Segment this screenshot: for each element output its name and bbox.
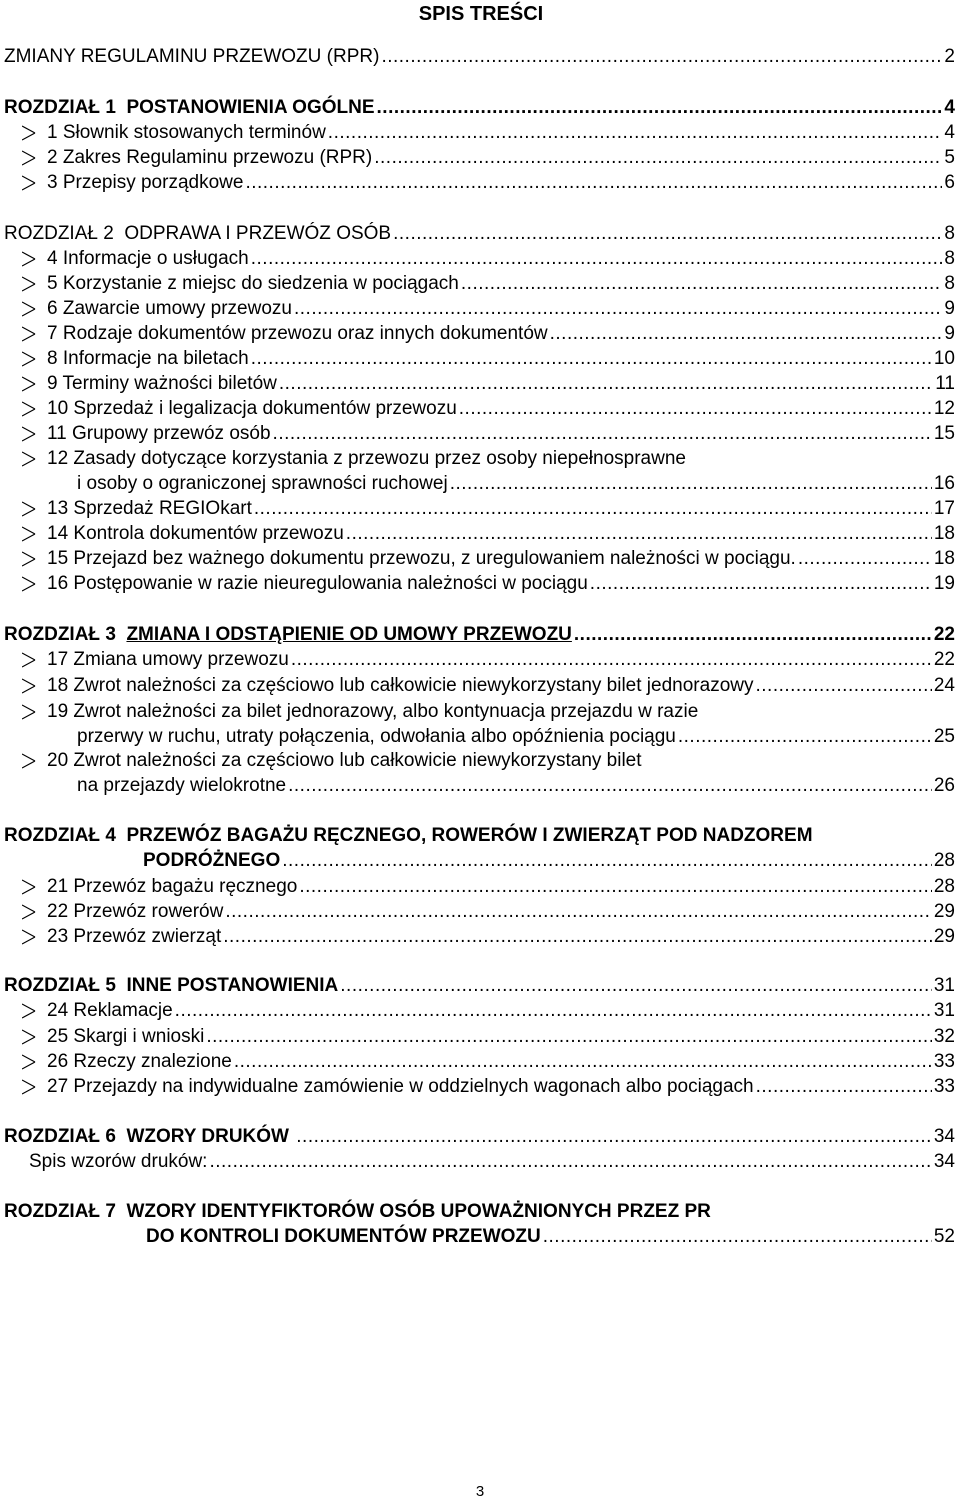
toc-entry-page: 22 xyxy=(933,649,955,670)
toc-entry-page: 29 xyxy=(933,926,955,947)
section-marker-icon xyxy=(22,376,36,392)
toc-entry[interactable] xyxy=(0,346,960,372)
dot-leader xyxy=(756,1074,932,1100)
section-marker-icon xyxy=(22,1054,36,1070)
dot-leader xyxy=(254,496,932,522)
toc-entry-page: 12 xyxy=(933,398,955,419)
toc-entry[interactable] xyxy=(0,44,960,70)
section-marker-icon xyxy=(22,351,36,367)
dot-leader xyxy=(251,246,943,272)
page-title: SPIS TREŚCI xyxy=(418,3,544,25)
section-marker-icon xyxy=(22,704,36,720)
section-marker-icon xyxy=(22,501,36,517)
dot-leader xyxy=(282,848,932,874)
toc-entry-text: 1 Słownik stosowanych terminów xyxy=(47,122,326,143)
toc-entry-page: 16 xyxy=(933,473,955,494)
toc-entry-text: 9 Terminy ważności biletów xyxy=(47,373,277,394)
toc-entry-page: 15 xyxy=(933,423,955,444)
dot-leader xyxy=(393,221,942,247)
toc-entry-page: 33 xyxy=(933,1076,955,1097)
chapter-title: ODPRAWA I PRZEWÓZ OSÓB xyxy=(124,223,392,244)
toc-entry-first-line[interactable] xyxy=(0,699,960,725)
dot-leader xyxy=(251,346,932,372)
dot-leader xyxy=(755,673,931,699)
toc-entry-text: 7 Rodzaje dokumentów przewozu oraz innych dokumentów xyxy=(47,323,548,344)
toc-entry-text: 11 Grupowy przewóz osób xyxy=(47,423,271,444)
section-marker-icon xyxy=(22,326,36,342)
toc-entry-page: 32 xyxy=(933,1026,955,1047)
toc-entry-first-line[interactable] xyxy=(0,446,960,472)
chapter-title: PRZEWÓZ BAGAŻU RĘCZNEGO, ROWERÓW I ZWIERZĄT POD NADZOREM xyxy=(126,825,813,846)
toc-entry-page: 9 xyxy=(944,298,955,319)
toc-entry-continuation[interactable] xyxy=(0,724,960,750)
section-marker-icon xyxy=(22,1029,36,1045)
toc-entry-text-continued: przerwy w ruchu, utraty połączenia, odwołania albo opóźnienia pociągu xyxy=(77,726,676,747)
toc-chapter[interactable] xyxy=(0,95,960,121)
toc-entry[interactable] xyxy=(0,924,960,950)
section-marker-icon xyxy=(22,451,36,467)
toc-entry-page: 26 xyxy=(933,775,955,796)
toc-entry-continuation[interactable] xyxy=(0,773,960,799)
dot-leader xyxy=(175,998,932,1024)
dot-leader xyxy=(299,874,932,900)
dot-leader xyxy=(459,396,932,422)
dot-leader xyxy=(461,271,943,297)
toc-entry[interactable] xyxy=(0,899,960,925)
toc-entry-page: 33 xyxy=(933,1051,955,1072)
toc-entry[interactable] xyxy=(0,396,960,422)
toc-entry-text: Spis wzorów druków: xyxy=(29,1151,208,1172)
dot-leader xyxy=(346,521,932,547)
toc-entry-page: 2 xyxy=(944,46,955,67)
toc-entry[interactable] xyxy=(0,120,960,146)
toc-chapter[interactable] xyxy=(0,221,960,247)
section-marker-icon xyxy=(22,150,36,166)
section-marker-icon xyxy=(22,1079,36,1095)
section-marker-icon xyxy=(22,301,36,317)
toc-entry[interactable] xyxy=(0,421,960,447)
toc-entry-page: 29 xyxy=(933,901,955,922)
section-marker-icon xyxy=(22,276,36,292)
toc-entry-text: 6 Zawarcie umowy przewozu xyxy=(47,298,292,319)
dot-leader xyxy=(245,170,942,196)
chapter-label: ROZDZIAŁ 7 xyxy=(4,1201,116,1222)
toc-entry-text: 27 Przejazdy na indywidualne zamówienie w oddzielnych wagonach albo pociągach xyxy=(47,1076,754,1097)
section-marker-icon xyxy=(22,929,36,945)
dot-leader xyxy=(206,1024,932,1050)
chapter-title-continued: DO KONTROLI DOKUMENTÓW PRZEWOZU xyxy=(146,1226,541,1247)
toc-entry-continuation[interactable] xyxy=(0,471,960,497)
toc-chapter-continuation[interactable] xyxy=(0,1224,960,1250)
section-marker-icon xyxy=(22,175,36,191)
toc-entry-text: 24 Reklamacje xyxy=(47,1000,173,1021)
toc-entry-page: 10 xyxy=(933,348,955,369)
section-marker-icon xyxy=(22,652,36,668)
toc-entry-text: 8 Informacje na biletach xyxy=(47,348,249,369)
toc-entry-first-line[interactable] xyxy=(0,748,960,774)
dot-leader xyxy=(296,1124,932,1150)
toc-entry[interactable] xyxy=(0,246,960,272)
section-marker-icon xyxy=(22,753,36,769)
toc-entry-page: 4 xyxy=(944,122,955,143)
toc-chapter-continuation[interactable] xyxy=(0,848,960,874)
chapter-title: WZORY IDENTYFIKTORÓW OSÓB UPOWAŻNIONYCH PRZEZ PR xyxy=(126,1201,711,1222)
toc-entry-page: 25 xyxy=(933,726,955,747)
toc-entry-page: 8 xyxy=(944,273,955,294)
toc-entry-text: 14 Kontrola dokumentów przewozu xyxy=(47,523,344,544)
toc-entry[interactable] xyxy=(0,571,960,597)
toc-chapter[interactable] xyxy=(0,973,960,999)
toc-entry-text: 19 Zwrot należności za bilet jednorazowy, albo kontynuacja przejazdu w razie xyxy=(47,701,699,722)
toc-entry[interactable] xyxy=(0,271,960,297)
toc-entry-text: 25 Skargi i wnioski xyxy=(47,1026,205,1047)
toc-entry-page: 8 xyxy=(944,223,955,244)
toc-entry-text: 22 Przewóz rowerów xyxy=(47,901,224,922)
toc-entry-text: 5 Korzystanie z miejsc do siedzenia w pociągach xyxy=(47,273,459,294)
section-marker-icon xyxy=(22,526,36,542)
toc-entry-text: 16 Postępowanie w razie nieuregulowania należności w pociągu xyxy=(47,573,588,594)
dot-leader xyxy=(340,973,932,999)
toc-entry-page: 4 xyxy=(944,97,955,118)
toc-chapter-first-line[interactable] xyxy=(0,1199,960,1225)
section-marker-icon xyxy=(22,879,36,895)
toc-entry-page: 31 xyxy=(933,1000,955,1021)
dot-leader xyxy=(209,1149,931,1175)
toc-entry-text: 21 Przewóz bagażu ręcznego xyxy=(47,876,298,897)
chapter-label: ROZDZIAŁ 6 xyxy=(4,1126,116,1147)
dot-leader xyxy=(234,1049,932,1075)
toc-entry[interactable] xyxy=(0,371,960,397)
dot-leader xyxy=(574,622,932,648)
toc-chapter[interactable] xyxy=(0,622,960,648)
toc-entry[interactable] xyxy=(0,170,960,196)
dot-leader xyxy=(273,421,932,447)
section-marker-icon xyxy=(22,125,36,141)
toc-entry[interactable] xyxy=(0,1024,960,1050)
dot-leader xyxy=(223,924,932,950)
dot-leader xyxy=(279,371,933,397)
toc-entry[interactable] xyxy=(0,1049,960,1075)
toc-entry-page: 28 xyxy=(933,850,955,871)
toc-entry-page: 6 xyxy=(944,172,955,193)
toc-entry[interactable] xyxy=(0,296,960,322)
dot-leader xyxy=(543,1224,932,1250)
toc-entry-page: 34 xyxy=(933,1126,955,1147)
section-marker-icon xyxy=(22,678,36,694)
toc-entry-page: 18 xyxy=(933,523,955,544)
chapter-title: ZMIANA I ODSTĄPIENIE OD UMOWY PRZEWOZU xyxy=(126,624,572,645)
toc-entry-text: 17 Zmiana umowy przewozu xyxy=(47,649,289,670)
section-marker-icon xyxy=(22,1003,36,1019)
toc-entry-page: 19 xyxy=(933,573,955,594)
dot-leader xyxy=(798,546,932,572)
toc-entry[interactable] xyxy=(0,673,960,699)
toc-entry-page: 28 xyxy=(933,876,955,897)
section-marker-icon xyxy=(22,576,36,592)
section-marker-icon xyxy=(22,401,36,417)
toc-entry-text: ZMIANY REGULAMINU PRZEWOZU (RPR) xyxy=(4,46,380,67)
chapter-title: WZORY DRUKÓW xyxy=(126,1126,289,1147)
toc-entry-text: 26 Rzeczy znalezione xyxy=(47,1051,232,1072)
toc-entry[interactable] xyxy=(0,1074,960,1100)
toc-entry-text: 23 Przewóz zwierząt xyxy=(47,926,222,947)
chapter-label: ROZDZIAŁ 3 xyxy=(4,624,116,645)
chapter-label: ROZDZIAŁ 2 xyxy=(4,223,114,244)
section-marker-icon xyxy=(22,426,36,442)
toc-entry[interactable] xyxy=(0,546,960,572)
dot-leader xyxy=(294,296,942,322)
dot-leader xyxy=(288,773,932,799)
toc-entry[interactable] xyxy=(0,874,960,900)
dot-leader xyxy=(328,120,943,146)
toc-entry-text: 10 Sprzedaż i legalizacja dokumentów przewozu xyxy=(47,398,457,419)
toc-entry-text: 2 Zakres Regulaminu przewozu (RPR) xyxy=(47,147,373,168)
toc-chapter[interactable] xyxy=(0,1124,960,1150)
dot-leader xyxy=(225,899,932,925)
toc-entry-page: 34 xyxy=(933,1151,955,1172)
toc-entry-page: 31 xyxy=(933,975,955,996)
toc-entry-page: 17 xyxy=(933,498,955,519)
toc-entry-text: 13 Sprzedaż REGIOkart xyxy=(47,498,252,519)
toc-entry-page: 11 xyxy=(935,373,955,394)
toc-entry[interactable] xyxy=(0,521,960,547)
toc-chapter-first-line[interactable] xyxy=(0,823,960,849)
toc-entry-page: 8 xyxy=(944,248,955,269)
toc-entry[interactable] xyxy=(0,647,960,673)
chapter-title: POSTANOWIENIA OGÓLNE xyxy=(126,97,375,118)
toc-entry[interactable] xyxy=(0,1149,960,1175)
toc-entry-text: 18 Zwrot należności za częściowo lub całkowicie niewykorzystany bilet jednorazowy xyxy=(47,675,754,696)
toc-entry-text: 3 Przepisy porządkowe xyxy=(47,172,244,193)
dot-leader xyxy=(678,724,932,750)
dot-leader xyxy=(590,571,932,597)
dot-leader xyxy=(374,145,942,171)
dot-leader xyxy=(377,95,943,121)
dot-leader xyxy=(291,647,932,673)
section-marker-icon xyxy=(22,551,36,567)
chapter-label: ROZDZIAŁ 5 xyxy=(4,975,116,996)
toc-entry-text: 12 Zasady dotyczące korzystania z przewozu przez osoby niepełnosprawne xyxy=(47,448,686,469)
toc-entry-page: 52 xyxy=(933,1226,955,1247)
dot-leader xyxy=(381,44,942,70)
chapter-title-continued: PODRÓŻNEGO xyxy=(143,850,281,871)
toc-entry-text-continued: na przejazdy wielokrotne xyxy=(77,775,287,796)
section-marker-icon xyxy=(22,904,36,920)
toc-entry-page: 24 xyxy=(933,675,955,696)
toc-entry-page: 5 xyxy=(944,147,955,168)
chapter-label: ROZDZIAŁ 1 xyxy=(4,97,116,118)
page-number: 3 xyxy=(475,1483,485,1500)
toc-entry-text: 20 Zwrot należności za częściowo lub całkowicie niewykorzystany bilet xyxy=(47,750,642,771)
toc-entry-page: 22 xyxy=(933,624,955,645)
toc-entry-text-continued: i osoby o ograniczonej sprawności ruchowej xyxy=(77,473,448,494)
chapter-title: INNE POSTANOWIENIA xyxy=(126,975,339,996)
chapter-label: ROZDZIAŁ 4 xyxy=(4,825,116,846)
toc-entry-text: 4 Informacje o usługach xyxy=(47,248,249,269)
toc-entry-text: 15 Przejazd bez ważnego dokumentu przewozu, z uregulowaniem należności w pociągu. xyxy=(47,548,796,569)
toc-entry-page: 18 xyxy=(933,548,955,569)
toc-entry[interactable] xyxy=(0,321,960,347)
dot-leader xyxy=(450,471,932,497)
dot-leader xyxy=(550,321,943,347)
section-marker-icon xyxy=(22,251,36,267)
toc-entry[interactable] xyxy=(0,998,960,1024)
toc-entry[interactable] xyxy=(0,145,960,171)
toc-entry-page: 9 xyxy=(944,323,955,344)
toc-entry[interactable] xyxy=(0,496,960,522)
